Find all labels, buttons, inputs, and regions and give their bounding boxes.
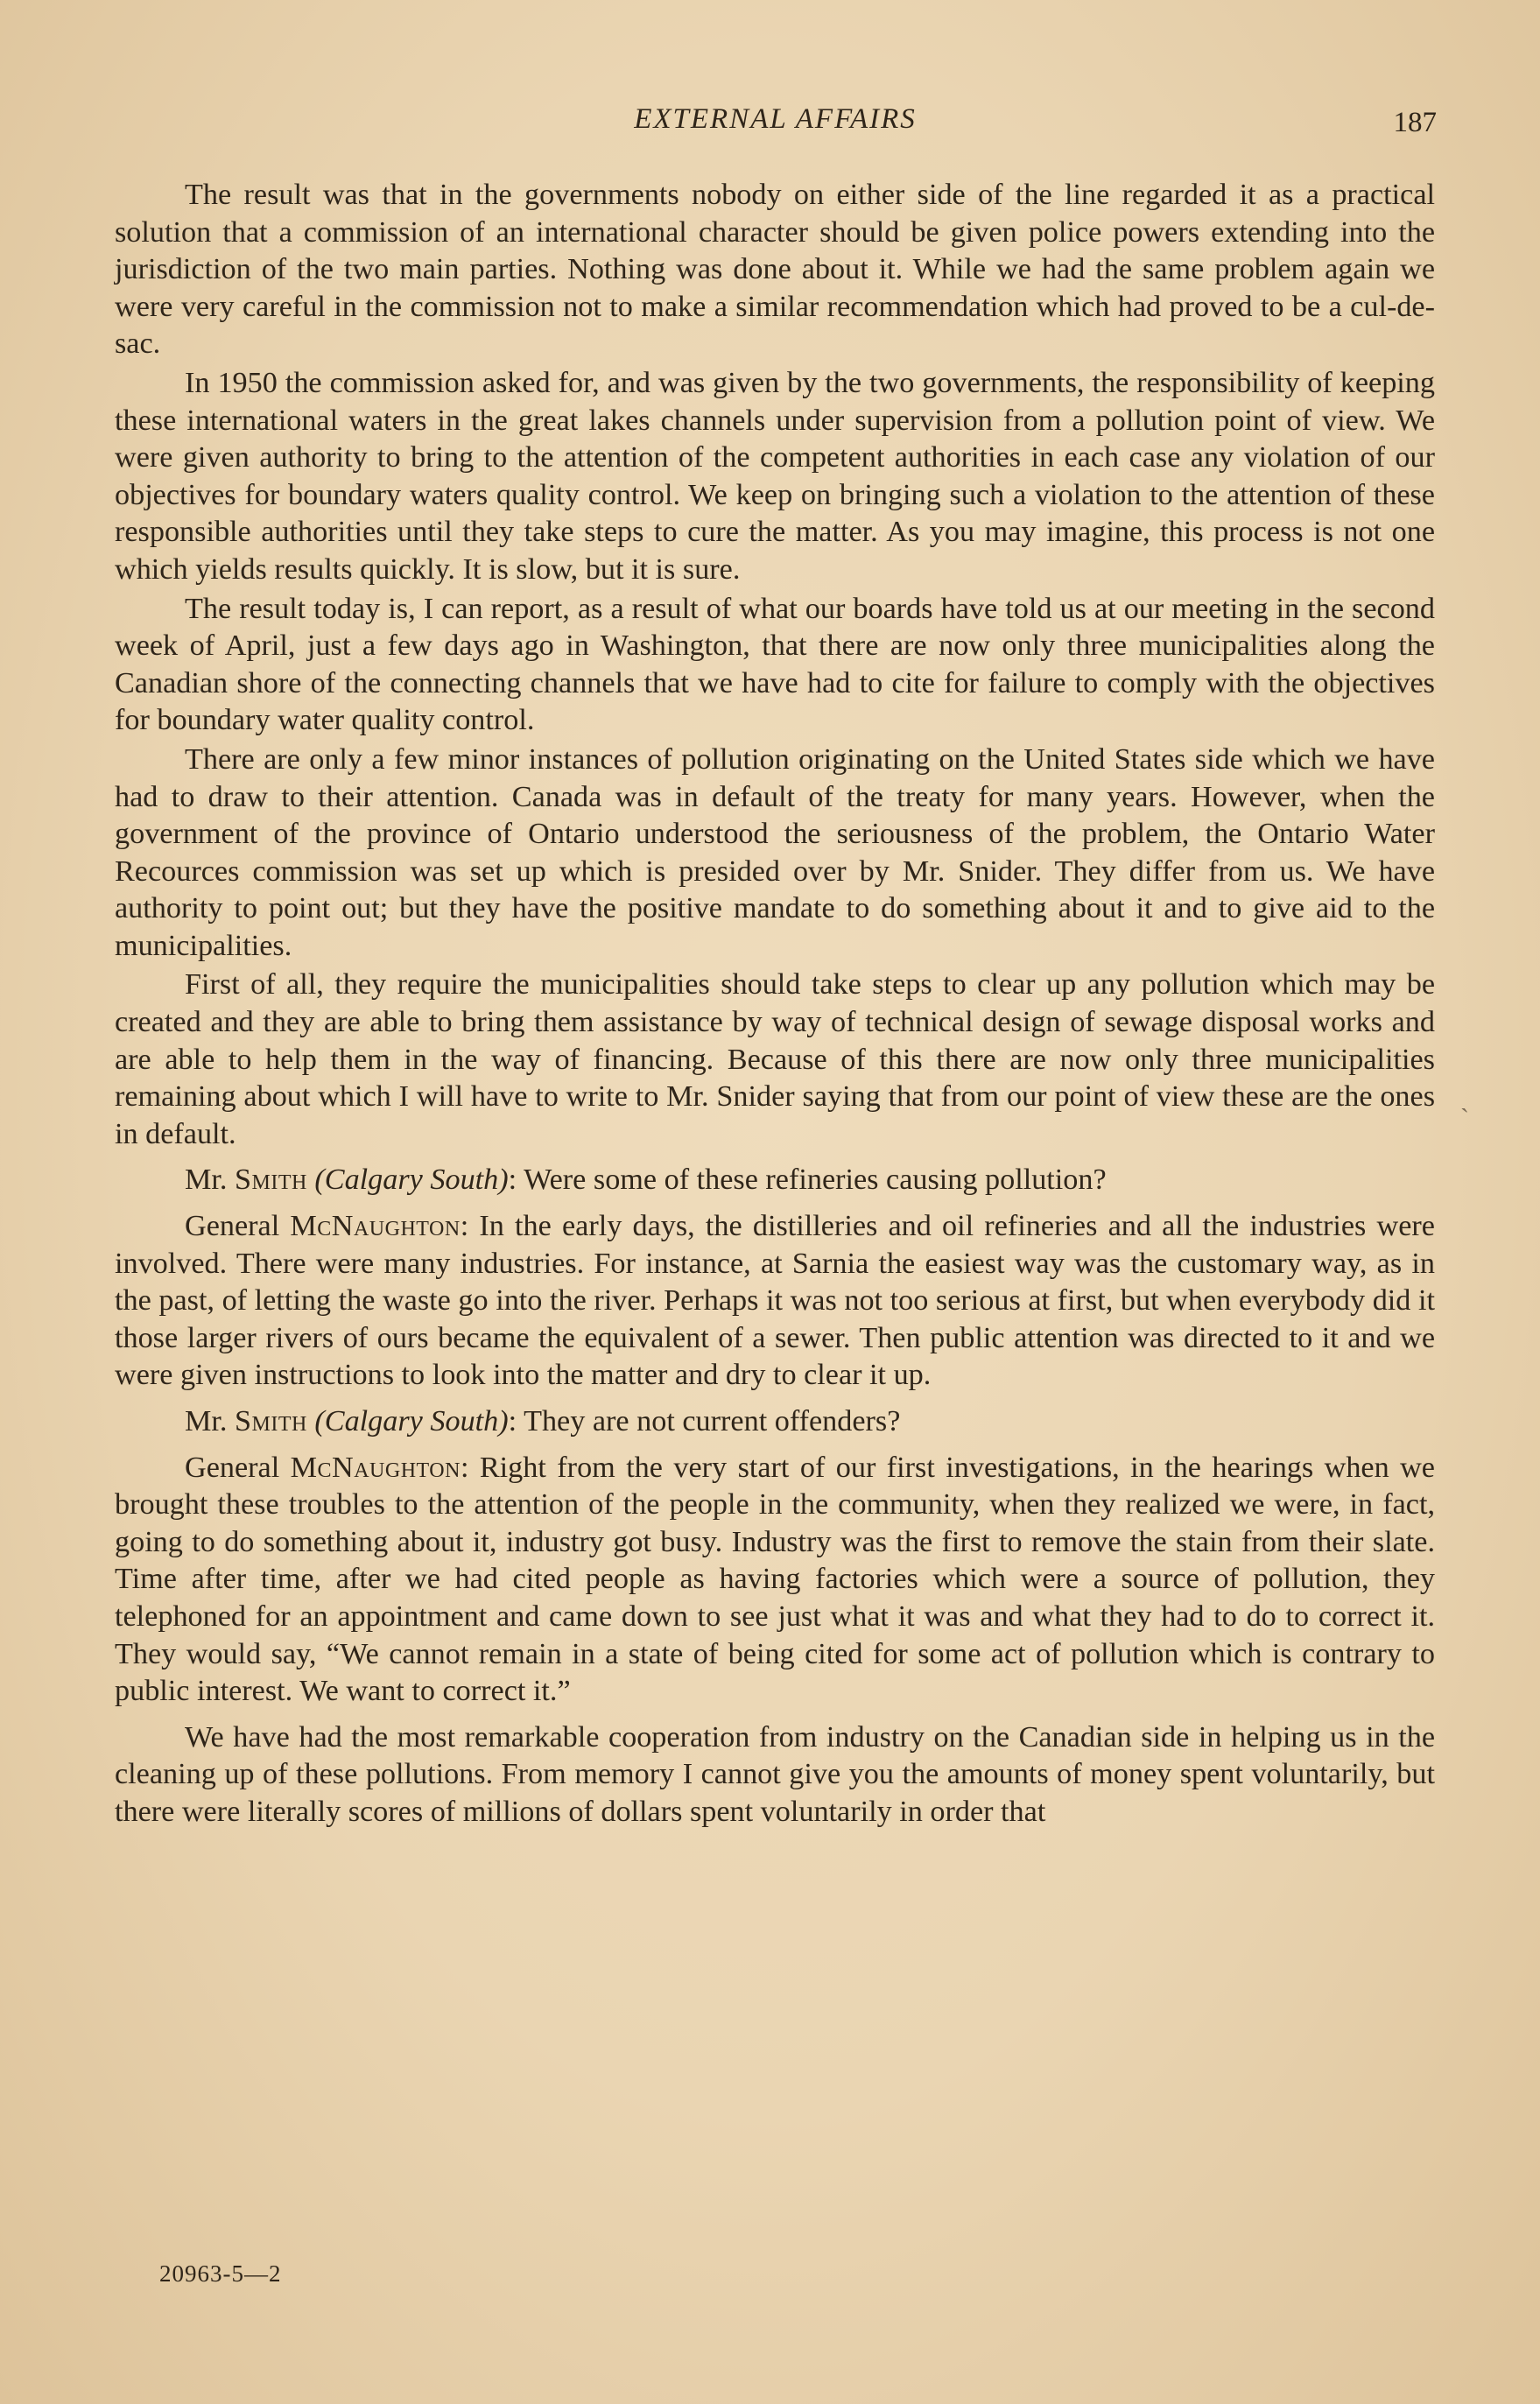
- dialog-text: : They are not current offenders?: [508, 1405, 901, 1437]
- dialog-entry-4: [115, 1450, 1435, 1711]
- speaker-prefix: General: [185, 1210, 291, 1243]
- running-title: EXTERNAL AFFAIRS: [634, 103, 917, 135]
- paragraph-1: The result was that in the governments nobody on either side of the line regarded it as a practical solution that a commission of an international character should be given police powers extending into the jurisdiction of the two main parties. Nothing was done about it. While we had the same problem again we were very careful in the commission not to make a similar recommendation which had proved to be a cul-de-sac.: [115, 179, 1435, 361]
- speaker-name: Smith: [235, 1163, 307, 1197]
- dialog-text: : Right from the very start of our first investigations, in the hearings when we brought these troubles to the attention of the people in the community, when they realized we were, in fact, going to do something about it, industry got busy. Industry was the first to remove the stain from their slate. Time after time, after we had cited people as having factories which were a source of pollution, they telephoned for an appointment and came down to see just what it was and what they had to do to correct it. They would say, “We cannot remain in a state of being cited for some act of pollution which is contrary to public interest. We want to correct it.”: [115, 1451, 1435, 1708]
- closing-paragraph: We have had the most remarkable cooperation from industry on the Canadian side in helping us in the cleaning up of these pollutions. From memory I cannot give you the amounts of money spent voluntarily, but there were literally scores of millions of dollars spent voluntarily in order that: [115, 1720, 1435, 1828]
- margin-tick-mark: ˎ: [1460, 1084, 1469, 1113]
- speaker-constituency: (Calgary South): [314, 1163, 509, 1197]
- speaker-prefix: General: [185, 1451, 291, 1484]
- dialog-text: : Were some of these refineries causing pollution?: [508, 1163, 1107, 1197]
- speaker-name: McNaughton: [290, 1451, 461, 1484]
- paragraph-5: First of all, they require the municipalities should take steps to clear up any pollution which may be created and they are able to bring them assistance by way of technical design of sewage disposal works and are able to help them in the way of financing. Because of this there are now only three municipalities remaining about which I will have to write to Mr. Snider saying that from our point of view these are the ones in default.: [115, 968, 1435, 1150]
- speaker-name: Smith: [235, 1405, 307, 1437]
- speaker-constituency: (Calgary South): [314, 1405, 509, 1437]
- paragraph-2: In 1950 the commission asked for, and was given by the two governments, the responsibility of keeping these international waters in the great lakes channels under supervision from a pollution point of view. We were given authority to bring to the attention of the competent authorities in each case any violation of our objectives for boundary waters quality control. We keep on bringing such a violation to the attention of these responsible authorities until they take steps to cure the matter. As you may imagine, this process is not one which yields results quickly. It is slow, but it is sure.: [115, 366, 1435, 586]
- speaker-name: McNaughton: [290, 1210, 461, 1243]
- paragraph-4: There are only a few minor instances of pollution originating on the United States side which we have had to draw to their attention. Canada was in default of the treaty for many years. However, when the government of the province of Ontario understood the seriousness of the problem, the Ontario Water Recources commission was set up which is presided over by Mr. Snider. They differ from us. We have authority to point out; but they have the positive mandate to do something about it and to give aid to the municipalities.: [115, 742, 1435, 962]
- body-text: [115, 177, 1435, 1833]
- running-header: [114, 103, 1437, 147]
- speaker-prefix: Mr.: [185, 1163, 235, 1197]
- speaker-prefix: Mr.: [185, 1405, 235, 1437]
- dialog-entry-1: [115, 1162, 1435, 1199]
- dialog-entry-2: [115, 1208, 1435, 1395]
- dialog-text: : In the early days, the distilleries and oil refineries and all the industries were involved. There were many industries. For instance, at Sarnia the easiest way was the customary way, as in the past, of letting the waste go into the river. Perhaps it was not too serious at first, but when everybody did it those larger rivers of ours became the equivalent of a sewer. Then public attention was directed to it and we were given instructions to look into the matter and dry to clear it up.: [115, 1210, 1435, 1392]
- paragraph-3: The result today is, I can report, as a result of what our boards have told us at our meeting in the second week of April, just a few days ago in Washington, that there are now only three municipalities along the Canadian shore of the connecting channels that we have had to cite for failure to comply with the objectives for boundary water quality control.: [115, 592, 1435, 737]
- page-number: 187: [1393, 107, 1437, 138]
- dialog-entry-3: [115, 1403, 1435, 1441]
- footer-code: 20963-5—2: [159, 2260, 282, 2287]
